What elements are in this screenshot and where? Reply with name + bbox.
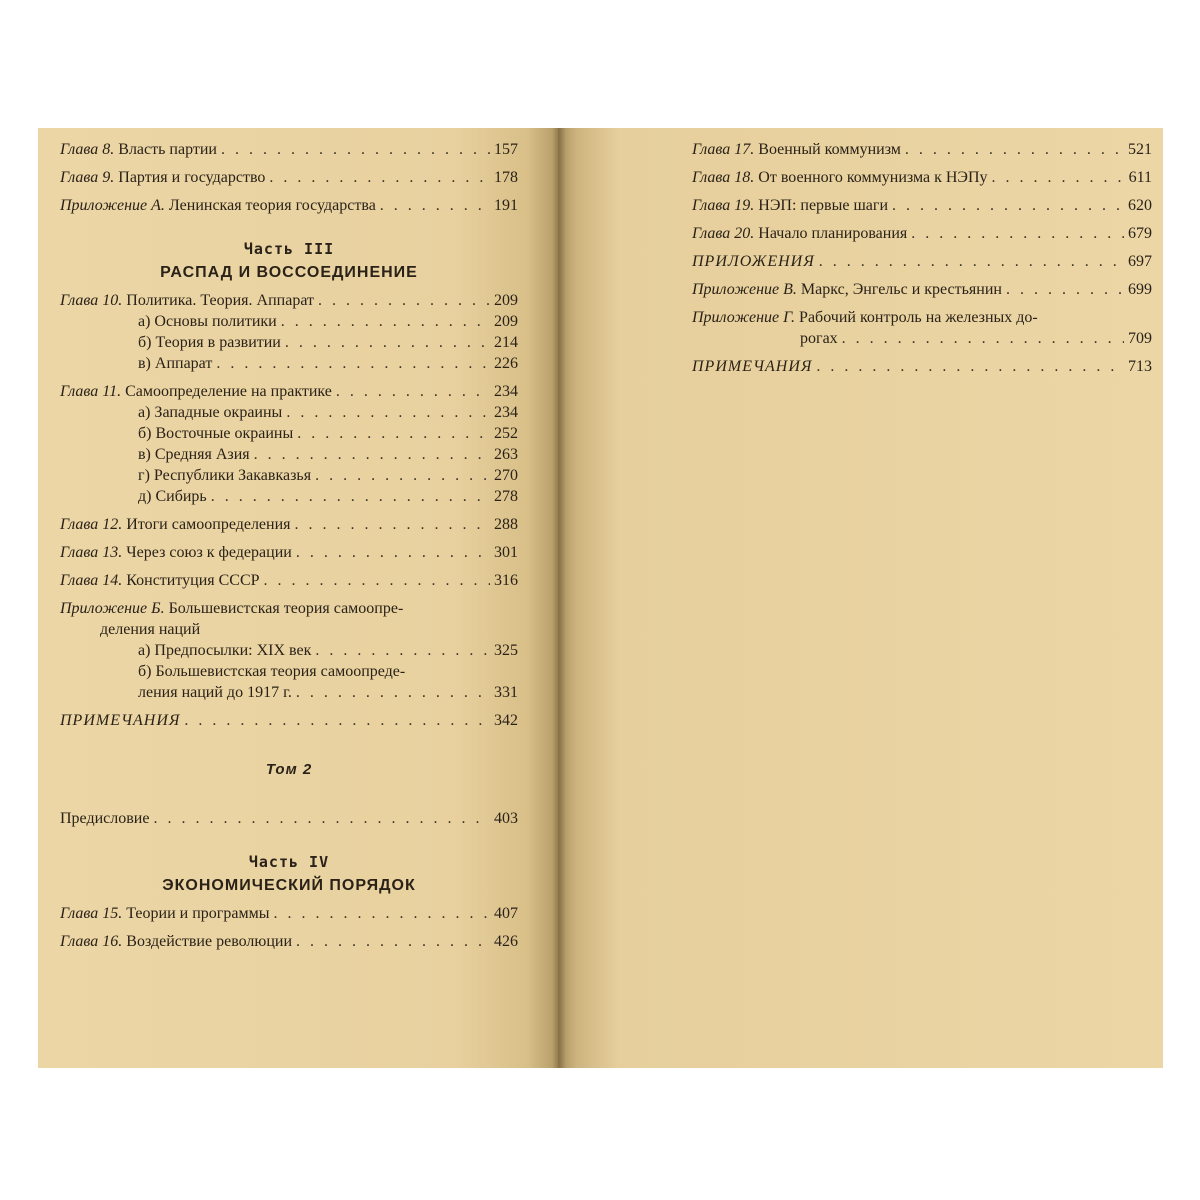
part-4-label: Часть IV	[248, 853, 330, 871]
right-page	[558, 128, 1163, 1068]
toc-subentry: б) Большевистская теория самоопреде- ления наций до 1917 г. . . . 331	[60, 661, 518, 703]
toc-right	[692, 132, 1152, 377]
toc-subentry: в) Средняя Азия . . . 263	[60, 444, 518, 465]
toc-entry: ПРИМЕЧАНИЯ . . . 713	[692, 356, 1152, 377]
toc-entry: Глава 8. Власть партии . . . 157	[60, 139, 518, 160]
book-spread	[38, 128, 1163, 1068]
toc-entry: Глава 17. Военный коммунизм . . . 521	[692, 139, 1152, 160]
toc-entry: ПРИМЕЧАНИЯ . . . 342	[60, 710, 518, 731]
toc-subentry: а) Основы политики . . . 209	[60, 311, 518, 332]
book-gutter	[552, 128, 566, 1068]
volume-2-label: Том 2	[265, 761, 313, 778]
toc-subentry: д) Сибирь . . . 278	[60, 486, 518, 507]
toc-entry: Глава 16. Воздействие революции . . . 426	[60, 931, 518, 952]
toc-entry: Глава 10. Политика. Теория. Аппарат . . . 209	[60, 290, 518, 311]
toc-entry: Глава 20. Начало планирования . . . 679	[692, 223, 1152, 244]
toc-entry: ПРИЛОЖЕНИЯ . . . 697	[692, 251, 1152, 272]
left-page	[38, 128, 558, 1068]
toc-subentry: г) Республики Закавказья . . . 270	[60, 465, 518, 486]
toc-entry: Глава 15. Теории и программы . . . 407	[60, 903, 518, 924]
toc-entry: Глава 18. От военного коммунизма к НЭПу . . . 611	[692, 167, 1152, 188]
toc-entry: Приложение А. Ленинская теория государства . . . 191	[60, 195, 518, 216]
toc-entry: Глава 19. НЭП: первые шаги . . . 620	[692, 195, 1152, 216]
toc-entry: Глава 11. Самоопределение на практике . . . 234	[60, 381, 518, 402]
toc-entry: Глава 14. Конституция СССР . . . 316	[60, 570, 518, 591]
toc-entry: Приложение Г. Рабочий контроль на железных до- рогах . . . 709	[692, 307, 1152, 349]
toc-left	[60, 132, 518, 952]
toc-entry-continuation: деления наций	[100, 621, 201, 638]
toc-subentry: б) Теория в развитии . . . 214	[60, 332, 518, 353]
part-4-title: ЭКОНОМИЧЕСКИЙ ПОРЯДОК	[162, 877, 416, 894]
toc-entry: Глава 12. Итоги самоопределения . . . 288	[60, 514, 518, 535]
toc-entry: Приложение Б. Большевистская теория самоопре- деления наций	[60, 598, 518, 640]
toc-subentry: а) Предпосылки: XIX век . . . 325	[60, 640, 518, 661]
toc-subentry: б) Восточные окраины . . . 252	[60, 423, 518, 444]
toc-entry: Глава 13. Через союз к федерации . . . 301	[60, 542, 518, 563]
toc-subentry: а) Западные окраины . . . 234	[60, 402, 518, 423]
part-3-label: Часть III	[243, 240, 335, 258]
toc-entry: Предисловие . . . 403	[60, 808, 518, 829]
part-3-title: РАСПАД И ВОССОЕДИНЕНИЕ	[160, 264, 418, 281]
toc-entry: Приложение В. Маркс, Энгельс и крестьянин . . . 699	[692, 279, 1152, 300]
toc-entry: Глава 9. Партия и государство . . . 178	[60, 167, 518, 188]
toc-subentry: в) Аппарат . . . 226	[60, 353, 518, 374]
